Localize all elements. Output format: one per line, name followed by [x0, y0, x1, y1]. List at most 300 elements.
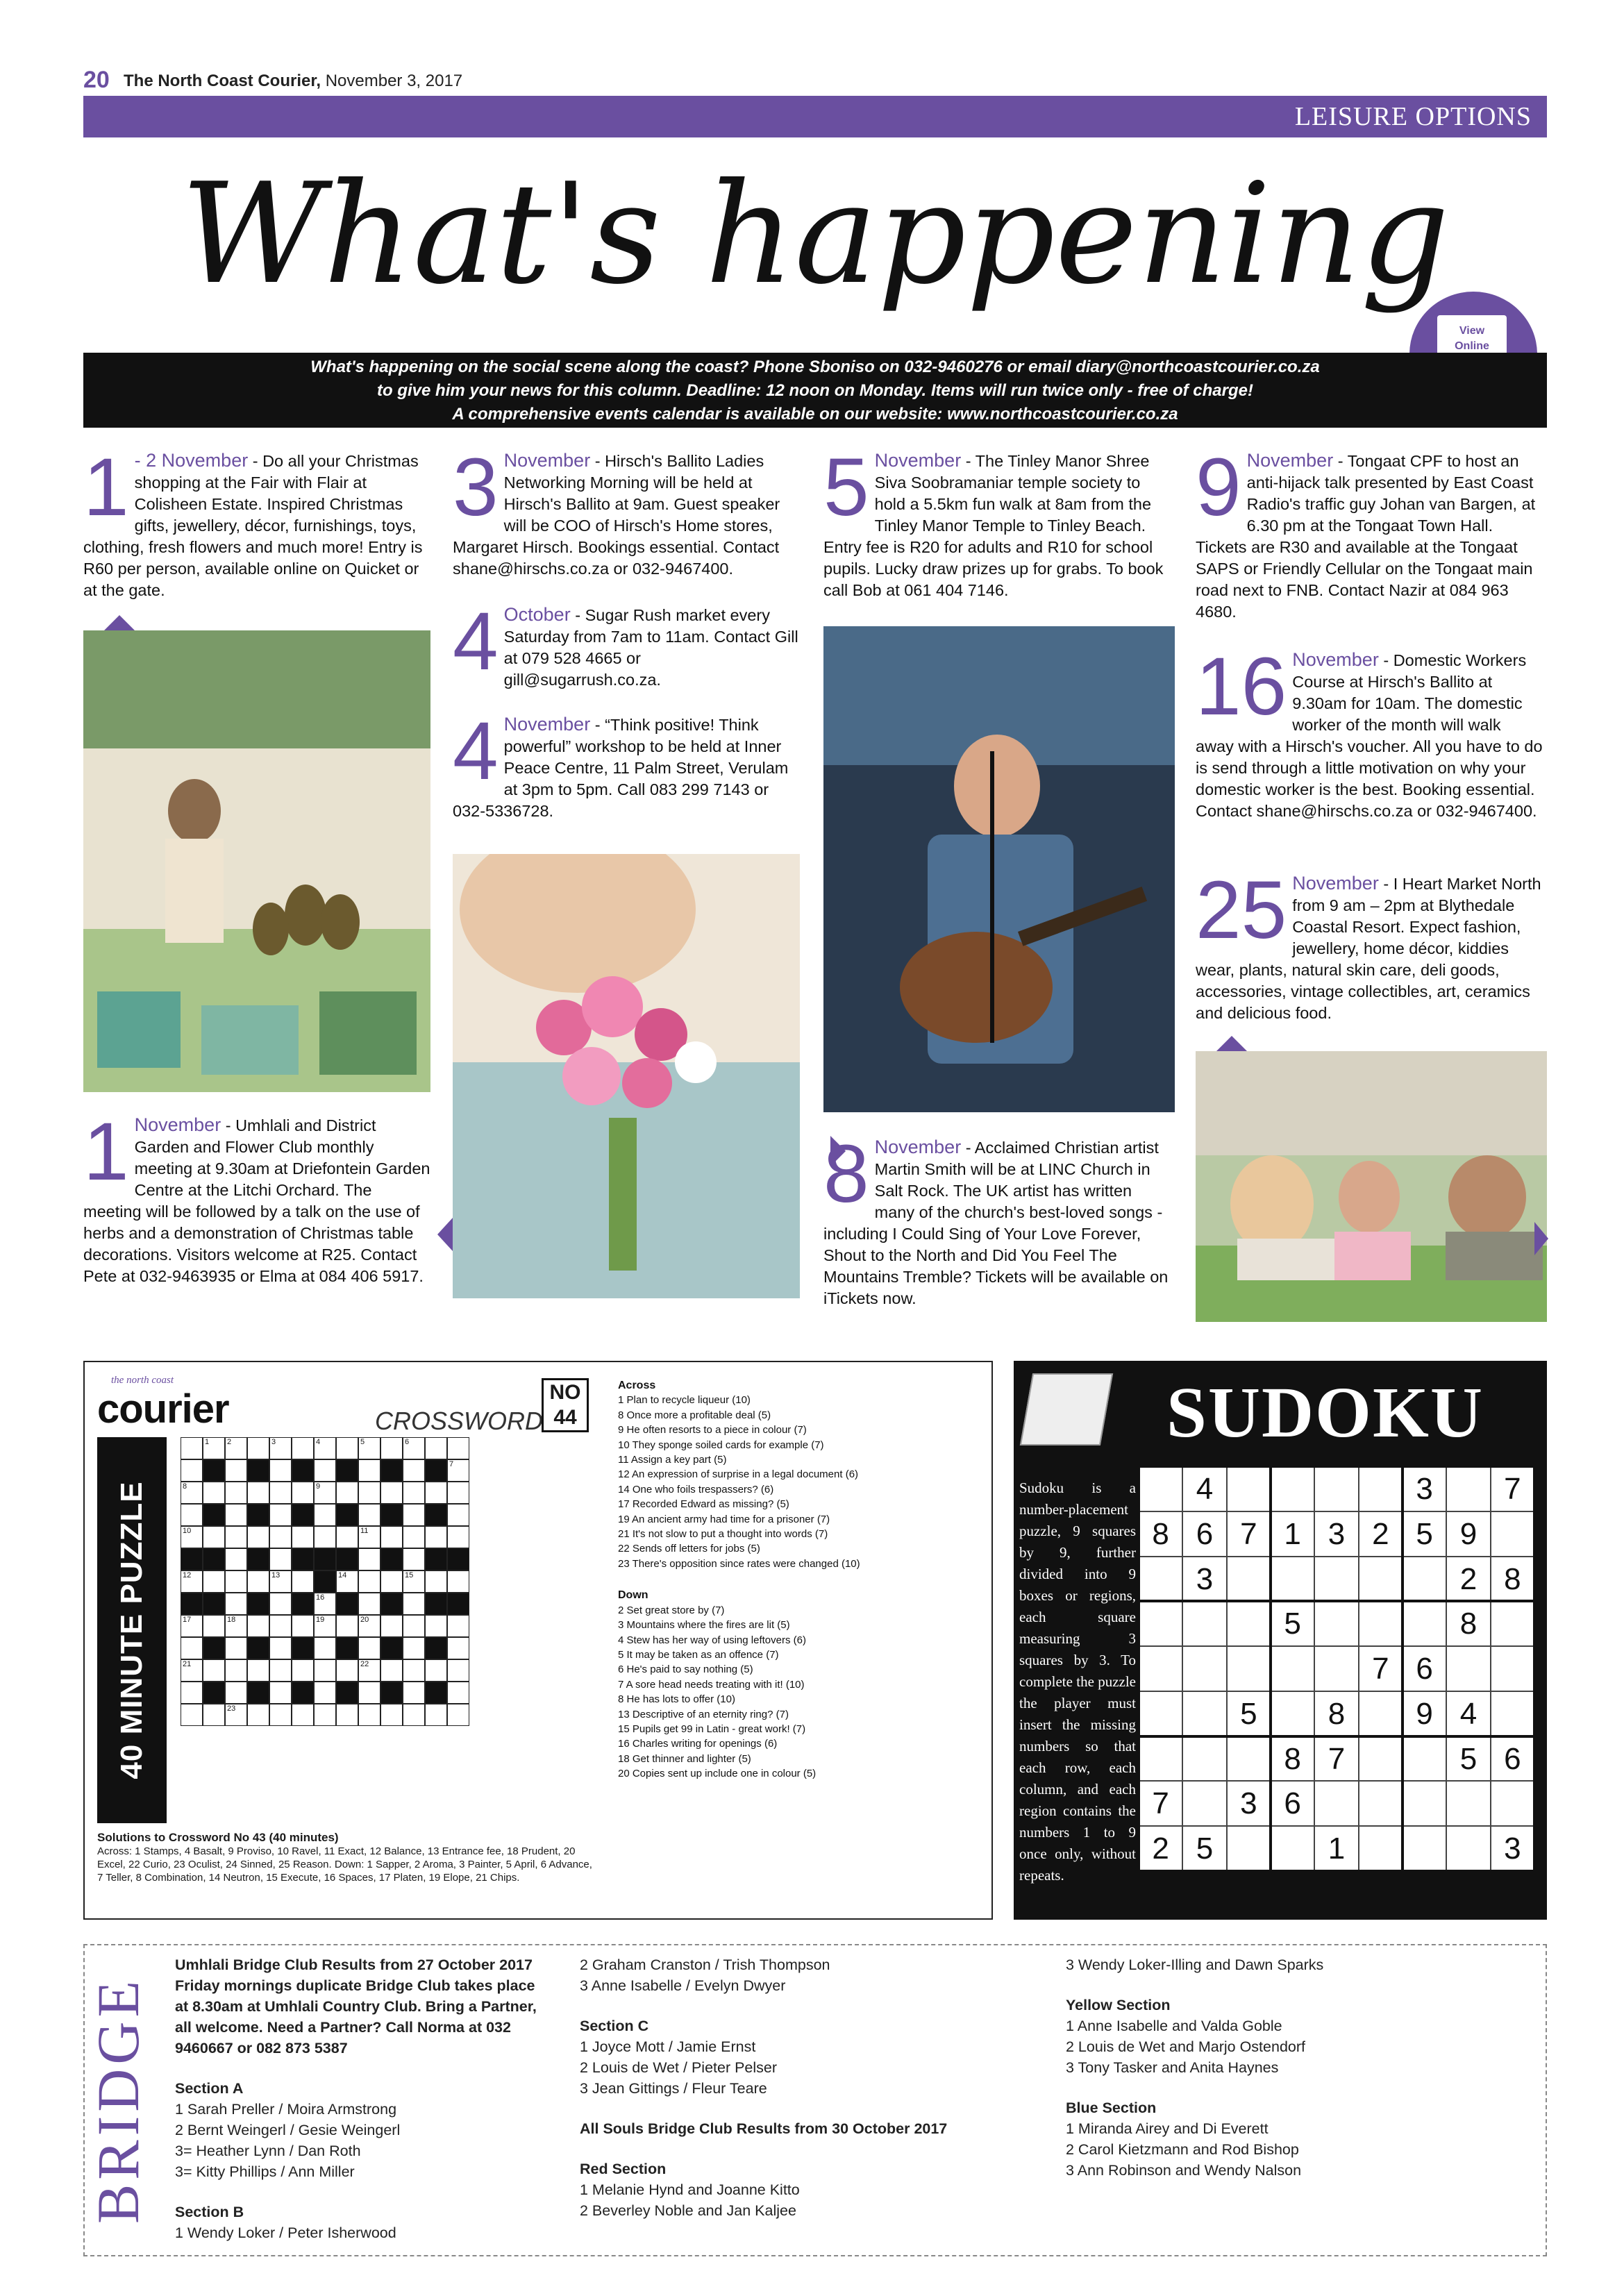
event-text: - The Tinley Manor Shree Siva Soobramaniar temple society to hold a 5.5km fun walk at 8am from the Tinley Manor Temple to Tinley Beach. Entry fee is R20 for adults and R10 for school pupils. Lucky draw prizes up for grabs. To book call Bob at 061 404 7146.: [823, 452, 1164, 599]
crossword-cell[interactable]: [181, 1482, 203, 1504]
crossword-cell[interactable]: [247, 1704, 269, 1726]
crossword-cell[interactable]: [203, 1437, 225, 1459]
crossword-cell[interactable]: [269, 1504, 292, 1526]
intro-line-3: A comprehensive events calendar is available on our website: www.northcoastcourier.co.za: [452, 405, 1178, 424]
crossword-cell[interactable]: [181, 1437, 203, 1459]
crossword-cell[interactable]: [225, 1615, 247, 1637]
crossword-cell[interactable]: [403, 1459, 425, 1482]
crossword-cell[interactable]: [358, 1504, 380, 1526]
crossword-cell[interactable]: [336, 1437, 358, 1459]
crossword-block: [203, 1548, 225, 1570]
across-clue: 12 An expression of surprise in a legal document (6): [618, 1468, 859, 1481]
crossword-cell[interactable]: [225, 1548, 247, 1570]
crossword-cell[interactable]: [181, 1504, 203, 1526]
crossword-cell[interactable]: [380, 1482, 403, 1504]
down-clue: 2 Set great store by (7): [618, 1604, 725, 1616]
clue-number: 13: [271, 1571, 281, 1579]
sudoku-cell[interactable]: [1491, 1691, 1534, 1736]
bridge-column-2: [580, 1954, 1024, 2221]
crossword-cell[interactable]: [403, 1659, 425, 1682]
down-clue: 3 Mountains where the fires are lit (5): [618, 1619, 790, 1632]
across-clues: [618, 1393, 979, 1571]
crossword-block: [336, 1459, 358, 1482]
crossword-cell[interactable]: [403, 1682, 425, 1704]
crossword-block: [292, 1637, 314, 1659]
sudoku-cell[interactable]: [1227, 1601, 1271, 1646]
crossword-block: [380, 1459, 403, 1482]
crossword-cell[interactable]: [447, 1615, 469, 1637]
sudoku-region-line: [1139, 1870, 1534, 1872]
crossword-block: [425, 1548, 447, 1570]
sudoku-cell: 2: [1359, 1511, 1403, 1557]
crossword-cell[interactable]: [447, 1459, 469, 1482]
sudoku-cell[interactable]: [1314, 1601, 1358, 1646]
crossword-cell[interactable]: [269, 1637, 292, 1659]
sudoku-region-line: [1139, 1735, 1534, 1738]
down-clues: [618, 1603, 979, 1782]
spacer: [580, 2139, 1024, 2159]
crossword-cell[interactable]: [403, 1637, 425, 1659]
sudoku-cell: 1: [1271, 1511, 1314, 1557]
sudoku-cell[interactable]: [1359, 1691, 1403, 1736]
crossword-cell[interactable]: [425, 1570, 447, 1593]
sudoku-cell[interactable]: [1182, 1781, 1226, 1826]
crossword-cell[interactable]: [358, 1637, 380, 1659]
intro-bar: [83, 353, 1547, 428]
sudoku-cell[interactable]: [1271, 1691, 1314, 1736]
crossword-cell[interactable]: [336, 1570, 358, 1593]
crossword-cell[interactable]: [269, 1459, 292, 1482]
crossword-cell[interactable]: [292, 1615, 314, 1637]
bridge-result: 3= Kitty Phillips / Ann Miller: [175, 2163, 355, 2180]
sudoku-cell[interactable]: [1446, 1826, 1490, 1871]
crossword-cell[interactable]: [447, 1504, 469, 1526]
crossword-block: [203, 1459, 225, 1482]
clue-number: 5: [360, 1438, 365, 1446]
crossword-cell[interactable]: [380, 1526, 403, 1548]
crossword-cell[interactable]: [269, 1659, 292, 1682]
event-month: November: [874, 450, 962, 471]
across-clue: 1 Plan to recycle liqueur (10): [618, 1394, 751, 1407]
crossword-cell[interactable]: [269, 1482, 292, 1504]
sudoku-cell[interactable]: [1139, 1646, 1182, 1691]
across-clue: 8 Once more a profitable deal (5): [618, 1409, 771, 1421]
crossword-block: [336, 1637, 358, 1659]
event-text: - Tongaat CPF to host an anti-hijack talk presented by East Coast Radio's traffic guy Johan van Bargen, at 6.30 pm at the Tongaat Town Hall. Tickets are R30 and available at the Tongaat SAPS or Friendly Cellular on the Tongaat main road next to FNB. Contact Nazir at 084 963 4680.: [1196, 452, 1536, 621]
crossword-cell[interactable]: [225, 1659, 247, 1682]
crossword-cell[interactable]: [403, 1526, 425, 1548]
crossword-cell[interactable]: [181, 1459, 203, 1482]
crossword-cell[interactable]: [358, 1615, 380, 1637]
crossword-cell[interactable]: [314, 1526, 336, 1548]
sudoku-cell[interactable]: [1139, 1736, 1182, 1782]
sudoku-cell[interactable]: [1182, 1601, 1226, 1646]
crossword-cell[interactable]: [358, 1593, 380, 1615]
sudoku-cell[interactable]: [1403, 1826, 1446, 1871]
crossword-cell[interactable]: [225, 1637, 247, 1659]
crossword-cell[interactable]: [358, 1659, 380, 1682]
sudoku-cell[interactable]: [1139, 1691, 1182, 1736]
crossword-cell[interactable]: [447, 1637, 469, 1659]
bridge-result: 1 Miranda Airey and Di Everett: [1066, 2120, 1269, 2137]
event-month: November: [1292, 649, 1379, 670]
crossword-cell[interactable]: [403, 1504, 425, 1526]
crossword-cell[interactable]: [358, 1682, 380, 1704]
crossword-cell[interactable]: [225, 1682, 247, 1704]
event-day: 4: [453, 705, 499, 797]
crossword-cell[interactable]: [447, 1659, 469, 1682]
crossword-cell[interactable]: [181, 1615, 203, 1637]
crossword-cell[interactable]: [203, 1704, 225, 1726]
sudoku-cell: 8: [1491, 1557, 1534, 1602]
crossword-cell[interactable]: [336, 1482, 358, 1504]
crossword-cell[interactable]: [314, 1704, 336, 1726]
down-clue: 20 Copies sent up include one in colour (5): [618, 1768, 817, 1780]
intro-line-2: to give him your news for this column. Deadline: 12 noon on Monday. Items will run twice only - free of charge!: [377, 381, 1253, 400]
crossword-cell[interactable]: [403, 1548, 425, 1570]
crossword-cell[interactable]: [447, 1437, 469, 1459]
crossword-block: [336, 1548, 358, 1570]
bridge-heading: All Souls Bridge Club Results from 30 October 2017: [580, 2120, 948, 2137]
crossword-cell[interactable]: [269, 1682, 292, 1704]
event-item: [453, 596, 800, 691]
crossword-cell[interactable]: [403, 1482, 425, 1504]
crossword-cell[interactable]: [358, 1482, 380, 1504]
pointer-icon: [1534, 1222, 1548, 1255]
crossword-logo: courier: [97, 1386, 229, 1432]
crossword-block: [292, 1459, 314, 1482]
crossword-cell[interactable]: [247, 1570, 269, 1593]
crossword-cell[interactable]: [380, 1659, 403, 1682]
sudoku-cell[interactable]: [1359, 1601, 1403, 1646]
crossword-cell[interactable]: [181, 1704, 203, 1726]
sudoku-cell: 1: [1314, 1826, 1358, 1871]
crossword-cell[interactable]: [292, 1704, 314, 1726]
crossword-cell[interactable]: [425, 1704, 447, 1726]
page-title: What's happening: [181, 153, 1450, 315]
bridge-column-3: [1066, 1954, 1510, 2181]
crossword-block: [203, 1682, 225, 1704]
crossword-cell[interactable]: [403, 1593, 425, 1615]
crossword-cell[interactable]: [358, 1437, 380, 1459]
sudoku-cell[interactable]: [1446, 1646, 1490, 1691]
sudoku-cell: 3: [1182, 1557, 1226, 1602]
crossword-cell[interactable]: [203, 1615, 225, 1637]
crossword-cell[interactable]: [292, 1659, 314, 1682]
page-number: 20: [83, 67, 110, 93]
sudoku-cell: 5: [1403, 1511, 1446, 1557]
sudoku-cell[interactable]: [1403, 1736, 1446, 1782]
crossword-cell[interactable]: [225, 1437, 247, 1459]
sudoku-cell: 2: [1139, 1826, 1182, 1871]
clue-number: 3: [271, 1438, 276, 1446]
clue-number: 23: [227, 1704, 236, 1713]
sudoku-cell[interactable]: [1227, 1826, 1271, 1871]
crossword-cell[interactable]: [225, 1504, 247, 1526]
crossword-cell[interactable]: [225, 1593, 247, 1615]
across-heading: Across: [618, 1380, 656, 1391]
event-item: [823, 442, 1171, 601]
crossword-cell[interactable]: [380, 1437, 403, 1459]
crossword-cell[interactable]: [203, 1482, 225, 1504]
event-text: - Hirsch's Ballito Ladies Networking Morning will be held at Hirsch's Ballito at 9am. Guest speaker will be COO of Hirsch's Home stores, Margaret Hirsch. Bookings essential. Contact shane@hirschs.co.za or 032-9467400.: [453, 452, 780, 578]
crossword-cell[interactable]: [247, 1615, 269, 1637]
crossword-cell[interactable]: [403, 1704, 425, 1726]
crossword-cell[interactable]: [181, 1570, 203, 1593]
sudoku-cell[interactable]: [1271, 1646, 1314, 1691]
crossword-cell[interactable]: [447, 1682, 469, 1704]
crossword-cell[interactable]: [181, 1637, 203, 1659]
sudoku-cell[interactable]: [1314, 1557, 1358, 1602]
crossword-cell[interactable]: [247, 1482, 269, 1504]
sudoku-cell[interactable]: [1271, 1826, 1314, 1871]
crossword-cell[interactable]: [292, 1482, 314, 1504]
sudoku-cell[interactable]: [1359, 1826, 1403, 1871]
sudoku-cell[interactable]: [1446, 1466, 1490, 1511]
crossword-cell[interactable]: [403, 1570, 425, 1593]
sudoku-cell[interactable]: [1182, 1646, 1226, 1691]
sudoku-cell[interactable]: [1491, 1601, 1534, 1646]
crossword-cell[interactable]: [358, 1459, 380, 1482]
sudoku-cell[interactable]: [1403, 1781, 1446, 1826]
clue-number: 6: [405, 1438, 410, 1446]
bridge-result: 2 Bernt Weingerl / Gesie Weingerl: [175, 2122, 401, 2138]
crossword-cell[interactable]: [203, 1526, 225, 1548]
crossword-cell[interactable]: [447, 1482, 469, 1504]
crossword-cell[interactable]: [203, 1659, 225, 1682]
crossword-cell[interactable]: [447, 1526, 469, 1548]
crossword-cell[interactable]: [269, 1615, 292, 1637]
sudoku-cell[interactable]: [1359, 1736, 1403, 1782]
sudoku-cell[interactable]: [1314, 1781, 1358, 1826]
crossword-cell[interactable]: [314, 1459, 336, 1482]
event-day: 5: [823, 442, 869, 533]
crossword-cell[interactable]: [380, 1570, 403, 1593]
sudoku-cell: 5: [1182, 1826, 1226, 1871]
crossword-cell[interactable]: [336, 1659, 358, 1682]
crossword-cell[interactable]: [292, 1570, 314, 1593]
sudoku-cell[interactable]: [1227, 1466, 1271, 1511]
sudoku-cell[interactable]: [1271, 1557, 1314, 1602]
sudoku-cell[interactable]: [1491, 1511, 1534, 1557]
sudoku-cell[interactable]: [1403, 1557, 1446, 1602]
sudoku-cell: 9: [1446, 1511, 1490, 1557]
crossword-cell[interactable]: [358, 1548, 380, 1570]
sudoku-cell[interactable]: [1139, 1601, 1182, 1646]
bridge-result: 3 Anne Isabelle / Evelyn Dwyer: [580, 1977, 786, 1994]
across-clue: 21 It's not slow to put a thought into words (7): [618, 1528, 828, 1541]
sudoku-cell[interactable]: [1227, 1736, 1271, 1782]
clue-number: 21: [183, 1660, 192, 1668]
sudoku-cell: 3: [1491, 1826, 1534, 1871]
event-month: November: [503, 450, 591, 471]
crossword-cell[interactable]: [358, 1526, 380, 1548]
bridge-heading: Section C: [580, 2018, 649, 2034]
crossword-block: [203, 1504, 225, 1526]
crossword-side-label: 40 MINUTE PUZZLE: [115, 1481, 149, 1779]
sudoku-cell[interactable]: [1491, 1646, 1534, 1691]
crossword-block: [314, 1593, 336, 1615]
crossword-cell[interactable]: [425, 1437, 447, 1459]
crossword-cell[interactable]: [247, 1659, 269, 1682]
crossword-cell[interactable]: [269, 1526, 292, 1548]
across-clue: 9 He often resorts to a piece in colour (7): [618, 1424, 807, 1436]
crossword-cell[interactable]: [269, 1548, 292, 1570]
clue-number: 17: [183, 1616, 192, 1624]
sudoku-cell: 8: [1314, 1691, 1358, 1736]
crossword-cell[interactable]: [314, 1615, 336, 1637]
sudoku-cell[interactable]: [1314, 1646, 1358, 1691]
bridge-heading: Red Section: [580, 2161, 667, 2177]
event-item: [1196, 641, 1543, 822]
crossword-cell[interactable]: [425, 1526, 447, 1548]
bridge-result: 3 Tony Tasker and Anita Haynes: [1066, 2059, 1279, 2076]
crossword-cell[interactable]: [314, 1504, 336, 1526]
crossword-block: [336, 1682, 358, 1704]
sudoku-cell: 4: [1182, 1466, 1226, 1511]
across-clue: 22 Sends off letters for jobs (5): [618, 1543, 760, 1555]
crossword-no-label: NO: [549, 1381, 581, 1404]
sudoku-cell[interactable]: [1446, 1781, 1490, 1826]
bridge-column-1: [175, 1954, 550, 2243]
crossword-cell[interactable]: [314, 1682, 336, 1704]
sudoku-cell[interactable]: [1182, 1736, 1226, 1782]
clue-number: 12: [183, 1571, 192, 1579]
event-month: November: [503, 714, 591, 735]
crossword-block: [247, 1637, 269, 1659]
sudoku-cell[interactable]: [1182, 1691, 1226, 1736]
crossword-cell[interactable]: [336, 1615, 358, 1637]
event-text: - “Think positive! Think powerful” workshop to be held at Inner Peace Centre, 11 Palm Street, Verulam at 3pm to 5pm. Call 083 299 7143 or 032-5336728.: [453, 716, 789, 820]
across-clue: 10 They sponge soiled cards for example (7): [618, 1439, 824, 1451]
event-day: 3: [453, 442, 499, 533]
crossword-side-banner: [97, 1437, 167, 1823]
bridge-result: 3 Jean Gittings / Fleur Teare: [580, 2080, 767, 2097]
crossword-cell[interactable]: [247, 1526, 269, 1548]
sudoku-cell[interactable]: [1227, 1557, 1271, 1602]
sudoku-cell[interactable]: [1139, 1557, 1182, 1602]
sudoku-cell: 5: [1446, 1736, 1490, 1782]
pointer-icon: [437, 1218, 453, 1251]
crossword-cell[interactable]: [269, 1437, 292, 1459]
clue-number: 7: [449, 1460, 454, 1468]
crossword-cell[interactable]: [425, 1482, 447, 1504]
sudoku-cell[interactable]: [1359, 1781, 1403, 1826]
crossword-no-value: 44: [553, 1406, 577, 1429]
crossword-block: [247, 1548, 269, 1570]
clue-number: 10: [183, 1527, 192, 1535]
sudoku-region-line: [1139, 1465, 1534, 1468]
crossword-cell[interactable]: [425, 1659, 447, 1682]
event-item: [1196, 864, 1543, 1024]
sudoku-cell[interactable]: [1227, 1646, 1271, 1691]
down-clue: 15 Pupils get 99 in Latin - great work! (7): [618, 1723, 806, 1735]
crossword-cell[interactable]: [314, 1437, 336, 1459]
crossword-block: [425, 1593, 447, 1615]
sudoku-cell[interactable]: [1403, 1601, 1446, 1646]
crossword-cell[interactable]: [336, 1526, 358, 1548]
crossword-cell[interactable]: [403, 1437, 425, 1459]
sudoku-cell[interactable]: [1491, 1781, 1534, 1826]
bridge-result: 3 Ann Robinson and Wendy Nalson: [1066, 2162, 1302, 2179]
crossword-cell[interactable]: [269, 1593, 292, 1615]
event-item: [453, 705, 800, 822]
event-month: November: [1292, 873, 1379, 894]
crossword-cell[interactable]: [447, 1704, 469, 1726]
sudoku-cell: 8: [1446, 1601, 1490, 1646]
crossword-cell[interactable]: [380, 1615, 403, 1637]
crossword-cell[interactable]: [358, 1570, 380, 1593]
crossword-block: [425, 1504, 447, 1526]
crossword-block: [203, 1637, 225, 1659]
down-clue: 7 A sore head needs treating with it! (10): [618, 1678, 805, 1691]
event-text: - Do all your Christmas shopping at the Fair with Flair at Colisheen Estate. Inspired Christmas gifts, jewellery, décor, furnishings, toys, clothing, fresh flowers and much more! Entry is R60 per person, available online on Quicket or at the gate.: [83, 452, 423, 599]
sudoku-grid[interactable]: [1139, 1466, 1534, 1871]
crossword-cell[interactable]: [380, 1704, 403, 1726]
crossword-cell[interactable]: [181, 1659, 203, 1682]
bridge-result: 2 Carol Kietzmann and Rod Bishop: [1066, 2141, 1299, 2158]
sudoku-cell: 5: [1227, 1691, 1271, 1736]
crossword-cell[interactable]: [181, 1526, 203, 1548]
crossword-cell[interactable]: [225, 1704, 247, 1726]
crossword-block: [425, 1637, 447, 1659]
crossword-cell[interactable]: [225, 1459, 247, 1482]
view-online-line2: Online: [1455, 340, 1489, 352]
flowers-photo: [453, 854, 800, 1298]
intro-line-1: What's happening on the social scene along the coast? Phone Sboniso on 032-9460276 or email diary@northcoastcourier.co.za: [310, 358, 1320, 376]
crossword-cell[interactable]: [247, 1437, 269, 1459]
crossword-block: [380, 1682, 403, 1704]
bridge-result: 2 Beverley Noble and Jan Kaljee: [580, 2202, 796, 2219]
crossword-cell[interactable]: [225, 1482, 247, 1504]
bridge-heading: Yellow Section: [1066, 1997, 1171, 2013]
crossword-cell[interactable]: [225, 1526, 247, 1548]
crossword-cell[interactable]: [336, 1704, 358, 1726]
bridge-result: 1 Anne Isabelle and Valda Goble: [1066, 2018, 1282, 2034]
crossword-cell[interactable]: [425, 1615, 447, 1637]
bridge-heading: Blue Section: [1066, 2100, 1157, 2116]
crossword-cell[interactable]: [292, 1526, 314, 1548]
crossword-cell[interactable]: [181, 1682, 203, 1704]
crossword-cell[interactable]: [447, 1570, 469, 1593]
crossword-cell[interactable]: [314, 1482, 336, 1504]
sudoku-cell[interactable]: [1314, 1466, 1358, 1511]
event-text: - I Heart Market North from 9 am – 2pm at Blythedale Coastal Resort. Expect fashion, jewellery, home décor, kiddies wear, plants, natural skin care, deli goods, accessories, vintage collectibles, art, ceramics and delicious food.: [1196, 875, 1541, 1022]
event-day: 1: [83, 1106, 129, 1198]
crossword-block: [380, 1548, 403, 1570]
crossword-block: [292, 1593, 314, 1615]
crossword-cell[interactable]: [203, 1570, 225, 1593]
crossword-cell[interactable]: [314, 1637, 336, 1659]
crossword-block: [292, 1682, 314, 1704]
sudoku-cell[interactable]: [1359, 1466, 1403, 1511]
crossword-cell[interactable]: [403, 1615, 425, 1637]
crossword-cell[interactable]: [358, 1704, 380, 1726]
sudoku-cell[interactable]: [1271, 1466, 1314, 1511]
crossword-cell[interactable]: [225, 1570, 247, 1593]
crossword-cell[interactable]: [292, 1437, 314, 1459]
sudoku-cell[interactable]: [1139, 1466, 1182, 1511]
sudoku-cell[interactable]: [1359, 1557, 1403, 1602]
event-day: 9: [1196, 442, 1241, 533]
crossword-cell[interactable]: [314, 1659, 336, 1682]
event-text: - Acclaimed Christian artist Martin Smith will be at LINC Church in Salt Rock. The UK artist has written many of the church's best-loved songs - including I Could Sing of Your Love Forever, Shout to the North and Did You Feel The Mountains Tremble? Tickets will be available on iTickets now.: [823, 1139, 1169, 1307]
crossword-cell[interactable]: [269, 1570, 292, 1593]
crossword-cell[interactable]: [269, 1704, 292, 1726]
spacer: [175, 2182, 550, 2202]
solutions-text: Across: 1 Stamps, 4 Basalt, 9 Proviso, 10 Ravel, 11 Exact, 12 Balance, 13 Entrance fee, 18 Prudent, 20 Excel, 22 Curio, 23 Oculist, 24 Sinned, 25 Reason. Down: 1 Sapper, 2 Aroma, 3 Painter, 5 April, 6 Advance, 7 Teller, 8 Combination, 14 Neutron, 15 Execute, 16 Spaces, 17 Platen, 19 Elope, 21 Chips.: [97, 1845, 592, 1884]
down-clue: 5 It may be taken as an offence (7): [618, 1648, 779, 1661]
